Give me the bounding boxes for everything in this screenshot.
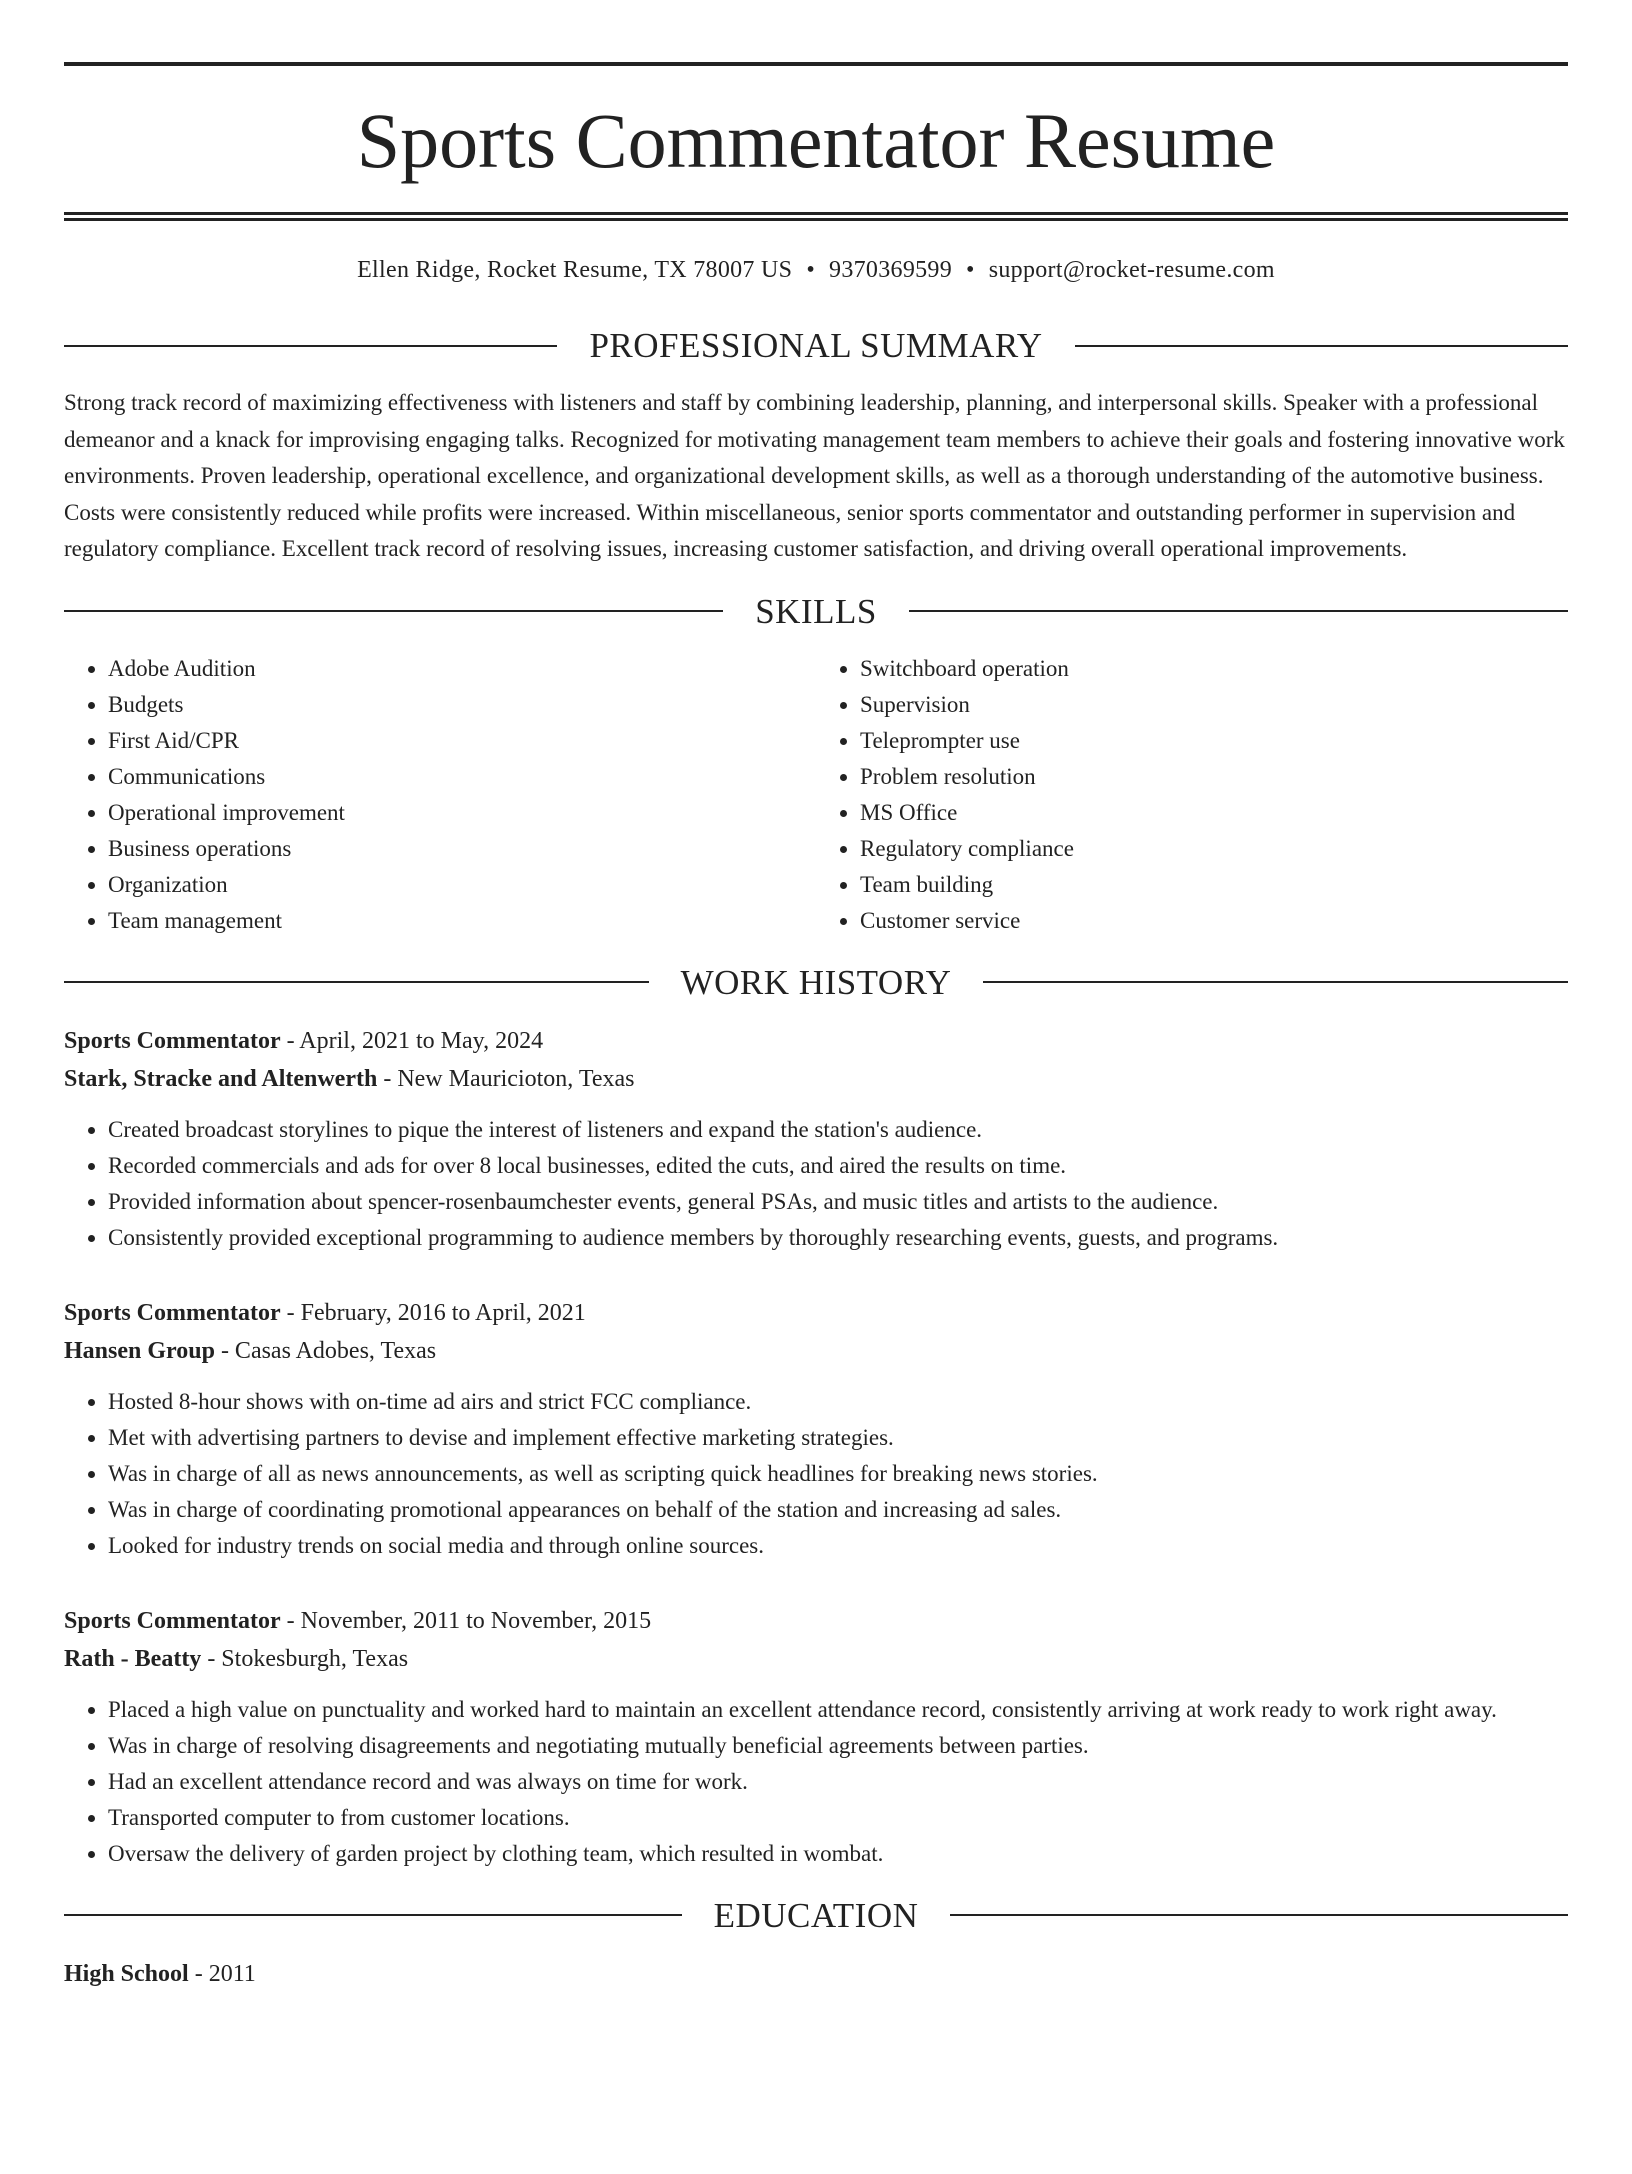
contact-separator: • <box>966 257 975 283</box>
job-bullet: • Was in charge of all as news announcements, as well as scripting quick headlines for breaking news stories. <box>108 1456 1568 1492</box>
job-entry <box>64 1294 1568 1564</box>
skill-item: • First Aid/CPR <box>108 723 816 759</box>
job-bullet: • Oversaw the delivery of garden project by clothing team, which resulted in wombat. <box>108 1836 1568 1872</box>
section-title: SKILLS <box>755 591 877 631</box>
education-degree: High School <box>64 1960 189 1987</box>
job-company: Rath - Beatty <box>64 1645 202 1672</box>
job-title-line <box>64 1602 1568 1640</box>
contact-separator: • <box>806 257 816 283</box>
job-company-line <box>64 1640 1568 1678</box>
skills-column-left <box>64 651 816 939</box>
job-bullet: • Looked for industry trends on social media and through online sources. <box>108 1528 1568 1564</box>
skill-item: • Organization <box>108 867 816 903</box>
education-entry <box>64 1955 1568 1993</box>
job-bullet: • Recorded commercials and ads for over 8 local businesses, edited the cuts, and aired the results on time. <box>108 1148 1568 1184</box>
divider <box>983 981 1568 983</box>
skill-item: • MS Office <box>860 795 1568 831</box>
skill-item: • Teleprompter use <box>860 723 1568 759</box>
education-section-heading <box>64 1895 1568 1935</box>
job-entry <box>64 1602 1568 1872</box>
divider <box>64 610 723 612</box>
job-bullet: • Hosted 8-hour shows with on-time ad airs and strict FCC compliance. <box>108 1384 1568 1420</box>
job-bullet: • Provided information about spencer-rosenbaumchester events, general PSAs, and music titles and artists to the audience. <box>108 1184 1568 1220</box>
skill-item: • Regulatory compliance <box>860 831 1568 867</box>
job-dates: - November, 2011 to November, 2015 <box>280 1607 652 1634</box>
skills-column-right <box>816 651 1568 939</box>
contact-phone: 9370369599 <box>829 257 953 283</box>
job-title: Sports Commentator <box>64 1299 281 1326</box>
divider <box>950 1914 1568 1916</box>
skill-item: • Budgets <box>108 687 816 723</box>
skills-list <box>64 651 1568 939</box>
job-bullet: • Had an excellent attendance record and was always on time for work. <box>108 1764 1568 1800</box>
education-year: - 2011 <box>188 1960 256 1987</box>
page-title: Sports Commentator Resume <box>356 97 1276 184</box>
contact-email: support@rocket-resume.com <box>988 257 1275 283</box>
job-bullets <box>64 1112 1568 1256</box>
divider <box>64 1914 682 1916</box>
skills-section-heading <box>64 591 1568 631</box>
skill-item: • Business operations <box>108 831 816 867</box>
job-bullet: • Transported computer to from customer locations. <box>108 1800 1568 1836</box>
job-bullet: • Consistently provided exceptional programming to audience members by thoroughly researching events, guests, and programs. <box>108 1220 1568 1256</box>
job-company-line <box>64 1060 1568 1098</box>
job-bullets <box>64 1384 1568 1564</box>
skill-item: • Supervision <box>860 687 1568 723</box>
divider <box>909 610 1568 612</box>
job-bullet: • Was in charge of coordinating promotional appearances on behalf of the station and increasing ad sales. <box>108 1492 1568 1528</box>
job-bullet: • Placed a high value on punctuality and worked hard to maintain an excellent attendance record, consistently arriving at work ready to work right away. <box>108 1692 1568 1728</box>
job-location: - Stokesburgh, Texas <box>201 1645 409 1672</box>
job-title: Sports Commentator <box>64 1027 281 1054</box>
skill-item: • Team building <box>860 867 1568 903</box>
job-company-line <box>64 1332 1568 1370</box>
job-bullet: • Met with advertising partners to devise and implement effective marketing strategies. <box>108 1420 1568 1456</box>
skill-item: • Adobe Audition <box>108 651 816 687</box>
job-entry <box>64 1022 1568 1256</box>
work-section-heading <box>64 962 1568 1002</box>
job-company: Hansen Group <box>64 1337 215 1364</box>
resume-page <box>0 62 1632 2174</box>
skill-item: • Team management <box>108 903 816 939</box>
job-title-line <box>64 1022 1568 1060</box>
section-title: EDUCATION <box>713 1895 919 1935</box>
title-double-rule <box>64 212 1568 221</box>
job-dates: - April, 2021 to May, 2024 <box>280 1027 544 1054</box>
divider <box>1075 345 1568 347</box>
skill-item: • Customer service <box>860 903 1568 939</box>
job-location: - New Mauricioton, Texas <box>377 1065 635 1092</box>
skill-item: • Problem resolution <box>860 759 1568 795</box>
work-history-list <box>64 1022 1568 1872</box>
skill-item: • Switchboard operation <box>860 651 1568 687</box>
summary-text: Strong track record of maximizing effectiveness with listeners and staff by combining leadership, planning, and interpersonal skills. Speaker with a professional demeanor and a knack for improvising engaging talks. Recognized for motivating management team members to achieve their goals and fostering innovative work environments. Proven leadership, operational excellence, and organizational development skills, as well as a thorough understanding of the automotive business. Costs were consistently reduced while profits were increased. Within miscellaneous, senior sports commentator and outstanding performer in supervision and regulatory compliance. Excellent track record of resolving issues, increasing customer satisfaction, and driving overall operational improvements. <box>64 390 1565 561</box>
contact-line <box>64 257 1568 284</box>
job-bullet: • Was in charge of resolving disagreements and negotiating mutually beneficial agreements between parties. <box>108 1728 1568 1764</box>
contact-address: Ellen Ridge, Rocket Resume, TX 78007 US <box>357 257 793 283</box>
top-rule <box>64 62 1568 66</box>
job-bullets <box>64 1692 1568 1872</box>
job-dates: - February, 2016 to April, 2021 <box>280 1299 586 1326</box>
job-title-line <box>64 1294 1568 1332</box>
job-bullet: • Created broadcast storylines to pique the interest of listeners and expand the station's audience. <box>108 1112 1568 1148</box>
summary-section-heading <box>64 328 1568 363</box>
job-company: Stark, Stracke and Altenwerth <box>64 1065 378 1092</box>
skill-item: • Communications <box>108 759 816 795</box>
job-location: - Casas Adobes, Texas <box>214 1337 437 1364</box>
divider <box>64 345 557 347</box>
job-title: Sports Commentator <box>64 1607 281 1634</box>
section-title: WORK HISTORY <box>680 962 952 1002</box>
section-title: PROFESSIONAL SUMMARY <box>589 326 1043 365</box>
divider <box>64 981 649 983</box>
skill-item: • Operational improvement <box>108 795 816 831</box>
